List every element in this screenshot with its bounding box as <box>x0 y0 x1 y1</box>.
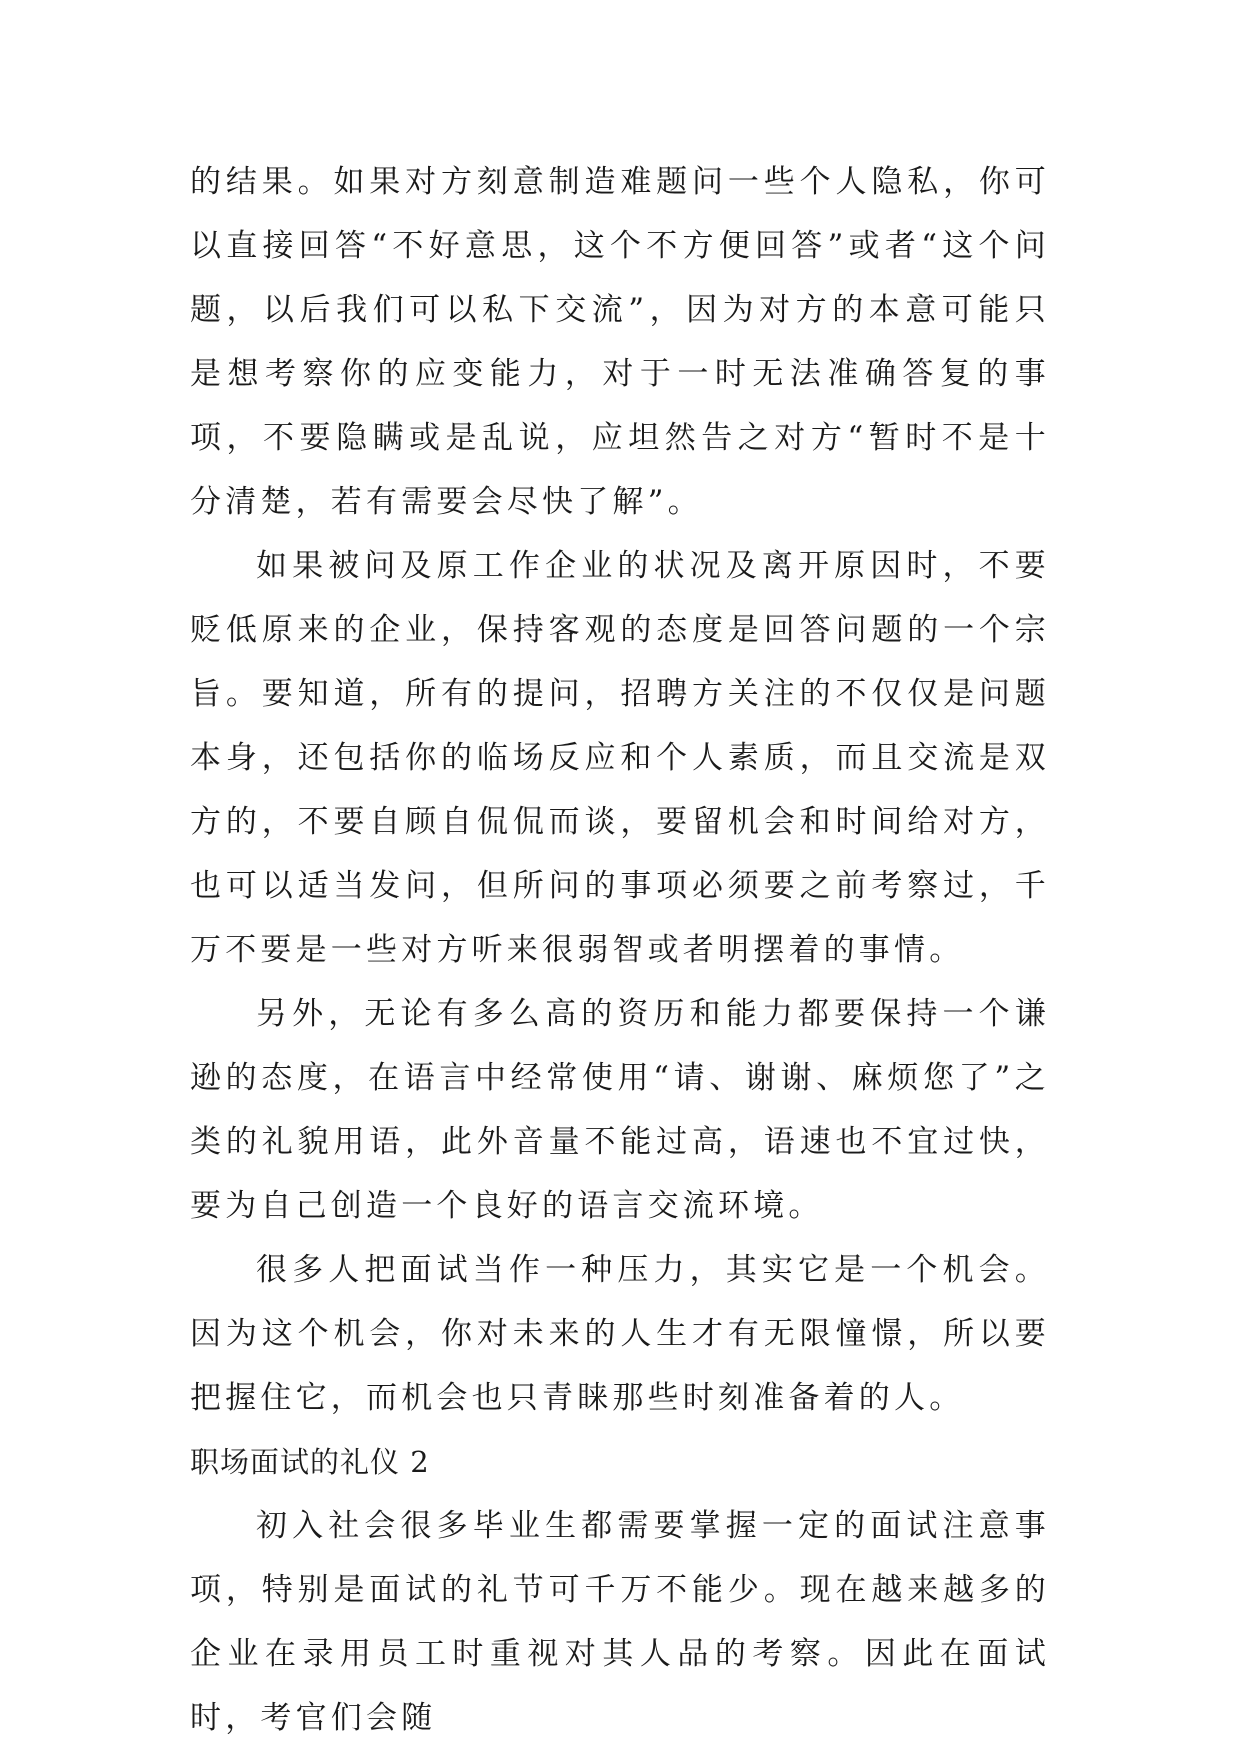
paragraph-4: 很多人把面试当作一种压力，其实它是一个机会。因为这个机会，你对未来的人生才有无限憧憬，所以要把握住它，而机会也只青睐那些时刻准备着的人。 <box>190 1252 1050 1416</box>
document-page <box>190 150 1050 1750</box>
paragraph-2: 如果被问及原工作企业的状况及离开原因时，不要贬低原来的企业，保持客观的态度是回答问题的一个宗旨。要知道，所有的提问，招聘方关注的不仅仅是问题本身，还包括你的临场反应和个人素质，而且交流是双方的，不要自顾自侃侃而谈，要留机会和时间给对方，也可以适当发问，但所问的事项必须要之前考察过，千万不要是一些对方听来很弱智或者明摆着的事情。 <box>190 548 1050 968</box>
paragraph-1: 的结果。如果对方刻意制造难题问一些个人隐私，你可以直接回答“不好意思，这个不方便回答”或者“这个问题，以后我们可以私下交流”，因为对方的本意可能只是想考察你的应变能力，对于一时无法准确答复的事项，不要隐瞒或是乱说，应坦然告之对方“暂时不是十分清楚，若有需要会尽快了解”。 <box>190 164 1050 520</box>
paragraph-5: 初入社会很多毕业生都需要掌握一定的面试注意事项，特别是面试的礼节可千万不能少。现在越来越多的企业在录用员工时重视对其人品的考察。因此在面试时，考官们会随 <box>190 1508 1050 1736</box>
section-heading: 职场面试的礼仪 2 <box>190 1445 430 1479</box>
paragraph-3: 另外，无论有多么高的资历和能力都要保持一个谦逊的态度，在语言中经常使用“请、谢谢、麻烦您了”之类的礼貌用语，此外音量不能过高，语速也不宜过快，要为自己创造一个良好的语言交流环境。 <box>190 996 1050 1224</box>
